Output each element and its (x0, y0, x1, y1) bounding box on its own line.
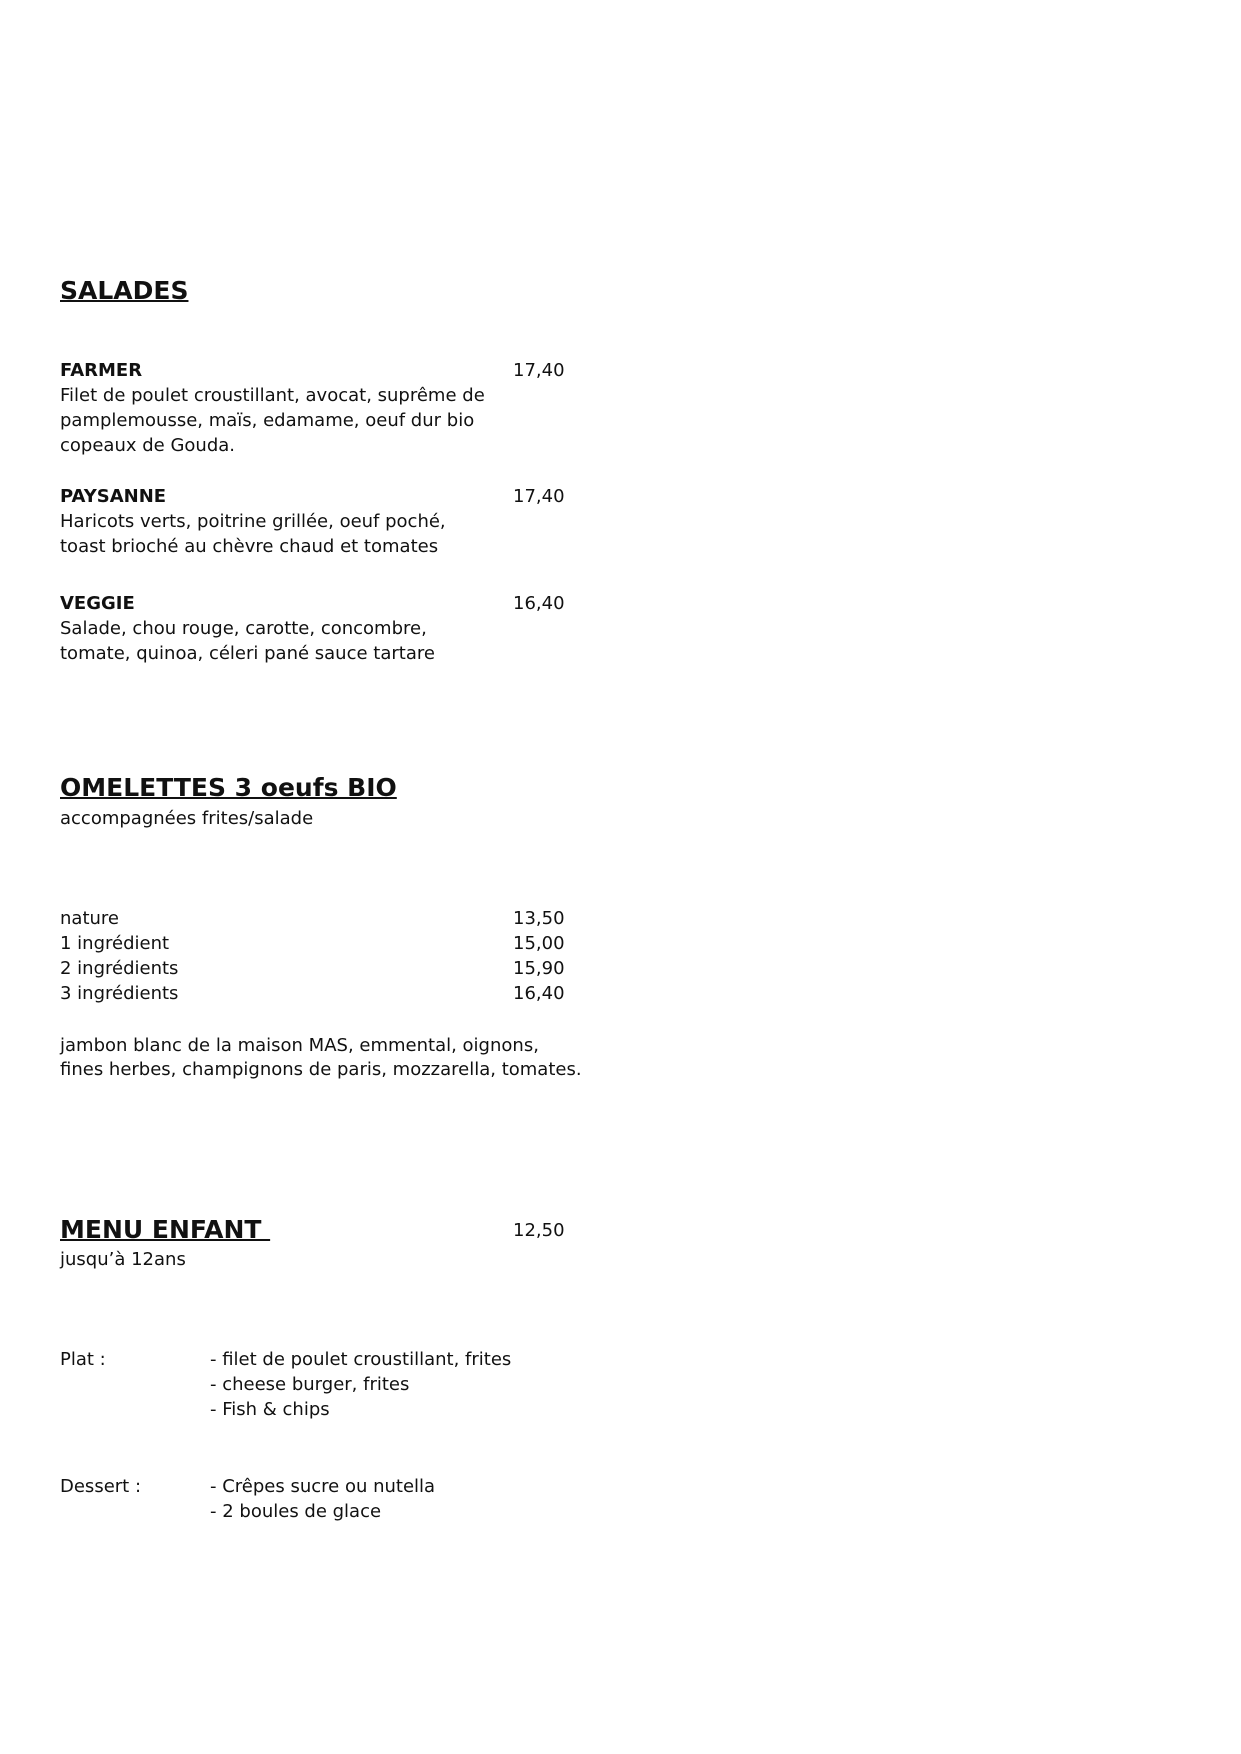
option-label: nature (60, 908, 119, 929)
item-name: PAYSANNE (60, 486, 167, 507)
item-description: toast brioché au chèvre chaud et tomates (60, 536, 439, 557)
section-subtitle: accompagnées frites/salade (60, 808, 314, 829)
item-name: VEGGIE (60, 593, 135, 614)
plat-option: - cheese burger, frites (210, 1374, 410, 1395)
section-title-salades: SALADES (60, 276, 189, 305)
item-price: 17,40 (513, 360, 565, 381)
option-label: 2 ingrédients (60, 958, 179, 979)
dessert-label: Dessert : (60, 1476, 142, 1497)
item-description: tomate, quinoa, céleri pané sauce tartare (60, 643, 435, 664)
item-name: FARMER (60, 360, 143, 381)
item-description: Filet de poulet croustillant, avocat, suprême de (60, 385, 485, 406)
section-title-omelettes: OMELETTES 3 oeufs BIO (60, 773, 397, 802)
option-label: 1 ingrédient (60, 933, 170, 954)
item-description: copeaux de Gouda. (60, 435, 235, 456)
ingredients-text: jambon blanc de la maison MAS, emmental, oignons, (60, 1035, 539, 1056)
plat-option: - Fish & chips (210, 1399, 330, 1420)
plat-option: - filet de poulet croustillant, frites (210, 1349, 512, 1370)
option-price: 16,40 (513, 983, 565, 1004)
item-description: Haricots verts, poitrine grillée, oeuf poché, (60, 511, 446, 532)
item-price: 16,40 (513, 593, 565, 614)
section-subtitle: jusqu’à 12ans (60, 1249, 186, 1270)
plat-label: Plat : (60, 1349, 106, 1370)
dessert-option: - 2 boules de glace (210, 1501, 382, 1522)
ingredients-text: fines herbes, champignons de paris, mozzarella, tomates. (60, 1059, 582, 1080)
section-title-menu-enfant: MENU ENFANT (60, 1215, 271, 1244)
menu-enfant-price: 12,50 (513, 1220, 565, 1241)
option-label: 3 ingrédients (60, 983, 179, 1004)
item-description: Salade, chou rouge, carotte, concombre, (60, 618, 427, 639)
dessert-option: - Crêpes sucre ou nutella (210, 1476, 436, 1497)
item-price: 17,40 (513, 486, 565, 507)
option-price: 15,00 (513, 933, 565, 954)
option-price: 13,50 (513, 908, 565, 929)
option-price: 15,90 (513, 958, 565, 979)
item-description: pamplemousse, maïs, edamame, oeuf dur bio (60, 410, 475, 431)
